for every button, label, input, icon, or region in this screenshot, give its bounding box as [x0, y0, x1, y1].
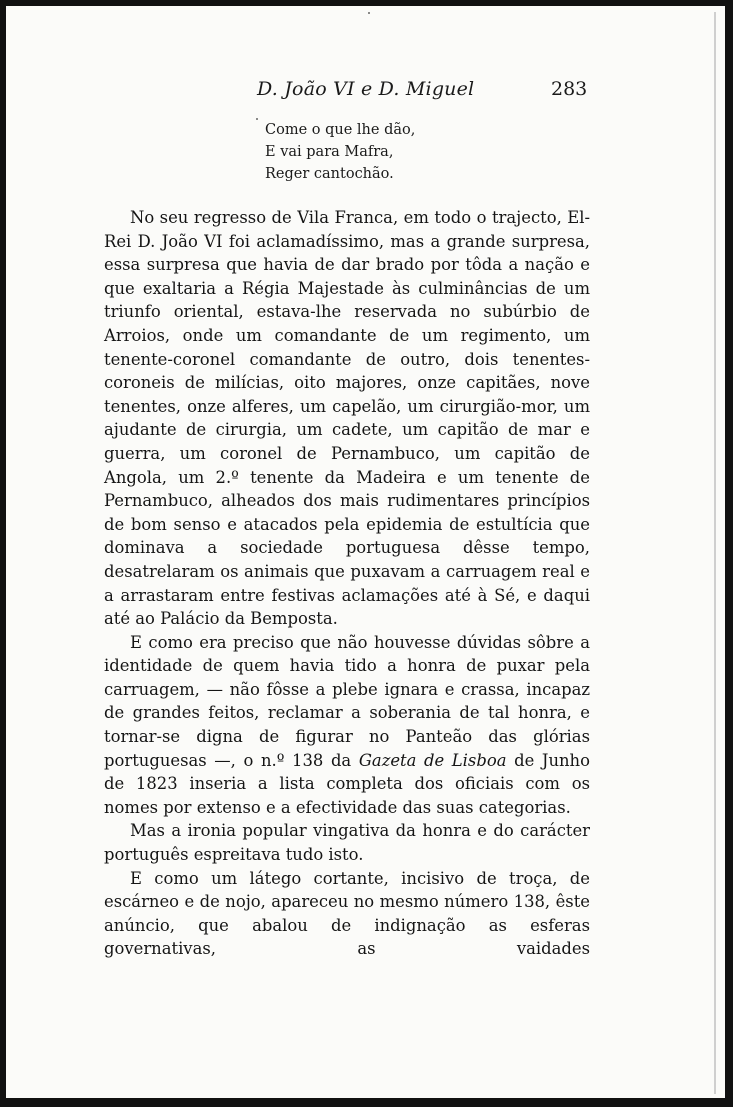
running-title: D. João VI e D. Miguel	[257, 78, 475, 100]
paragraph-text: de Junho de 1823 inseria a lista completa dos oficiais com os nomes por extenso e a efectividade das suas categorias.	[104, 750, 590, 817]
paragraph: No seu regresso de Vila Franca, em todo o trajecto, El-Rei D. João VI foi aclamadíssimo, mas a grande surpresa, essa surpresa que havia de dar brado por tôda a nação e que exaltaria a Régia Majestade às culminâncias de um triunfo oriental, estava-lhe reservada no subúrbio de Arroios, onde um comandante de um regimento, um tenente-coronel comandante de outro, dois tenentes-coroneis de milícias, oito majores, onze capitães, nove tenentes, onze alferes, um capelão, um cirurgião-mor, um ajudante de cirurgia, um cadete, um capitão de mar e guerra, um coronel de Pernambuco, um capitão de Angola, um 2.º tenente da Madeira e um tenente de Pernambuco, alheados dos mais rudimentares princípios de bom senso e atacados pela epidemia de estultícia que dominava a sociedade portuguesa dêsse tempo, desatrelaram os animais que puxavam a carruagem real e a arrastaram entre festivas aclamações até à Sé, e daqui até ao Palácio da Bemposta.	[104, 208, 590, 629]
paragraph	[104, 631, 590, 820]
scan-speck	[256, 118, 258, 120]
newspaper-title: Gazeta de Lisboa	[358, 750, 507, 770]
scan-edge-shadow	[714, 12, 716, 1094]
page-header	[0, 74, 733, 104]
paragraph: E como um látego cortante, incisivo de troça, de escárneo e de nojo, apareceu no mesmo número 138, êste anúncio, que abalou de indignação as esferas governativas, as vaidades	[104, 868, 590, 959]
verse-line: Reger cantochão.	[265, 166, 394, 182]
body-text	[104, 206, 590, 961]
paragraph-text: E como era preciso que não houvesse dúvidas sôbre a identidade de quem havia tido a honra de puxar pela carruagem, — não fôsse a plebe ignara e crassa, incapaz de grandes feitos, reclamar a soberania de tal honra, e tornar-se digna de figurar no Panteão das glórias portuguesas —, o n.º 138 da	[104, 632, 590, 770]
verse-line: Come o que lhe dão,	[265, 122, 416, 138]
paragraph: Mas a ironia popular vingativa da honra e do carácter português espreitava tudo isto.	[104, 821, 590, 865]
verse-line: E vai para Mafra,	[265, 144, 394, 160]
page-number: 283	[551, 78, 588, 100]
scan-speck	[368, 12, 370, 14]
verse-quote	[265, 119, 565, 185]
